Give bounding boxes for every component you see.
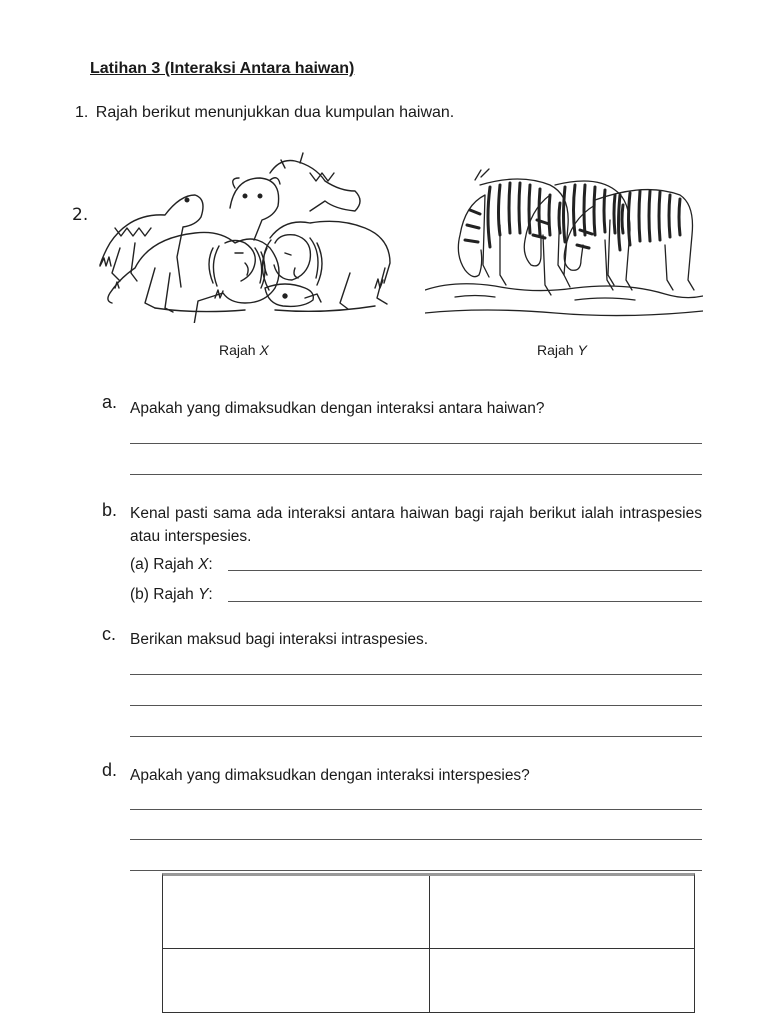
answer-line[interactable]: [130, 674, 702, 675]
part-a-letter: a.: [102, 392, 118, 412]
grid-divider-vertical: [429, 876, 430, 1012]
figure-y-caption-prefix: Rajah: [537, 342, 578, 358]
figure-y-caption: [537, 342, 587, 358]
figure-x-caption: [219, 342, 269, 358]
part-b-sub-b-letter: Y: [198, 586, 209, 603]
part-b-letter: b.: [102, 500, 118, 520]
answer-line[interactable]: [130, 809, 702, 810]
figure-x-caption-prefix: Rajah: [219, 342, 260, 358]
figure-x-caption-letter: X: [259, 342, 269, 358]
answer-line[interactable]: [228, 601, 702, 602]
part-b-sub-a-letter: X: [198, 556, 209, 573]
part-b-sub-a: [130, 556, 213, 574]
question-1-number: 1.: [75, 104, 89, 121]
question-1: [75, 104, 454, 122]
question-2-number: 2.: [72, 205, 89, 225]
answer-line[interactable]: [228, 570, 702, 571]
part-b-sub-a-colon: :: [208, 556, 213, 573]
answer-line[interactable]: [130, 474, 702, 475]
figure-y-caption-letter: Y: [577, 342, 587, 358]
part-c-text: Berikan maksud bagi interaksi intraspesies.: [130, 631, 429, 648]
part-b-sub-b-label: (b) Rajah: [130, 586, 199, 603]
answer-line[interactable]: [130, 736, 702, 737]
worksheet-title: Latihan 3 (Interaksi Antara haiwan): [90, 60, 355, 77]
part-b-text: Kenal pasti sama ada interaksi antara haiwan bagi rajah berikut ialah intraspesies atau interspesies.: [130, 505, 702, 545]
answer-grid: [162, 873, 695, 1013]
answer-line[interactable]: [130, 705, 702, 706]
part-b-sub-a-label: (a) Rajah: [130, 556, 199, 573]
part-d-text: Apakah yang dimaksudkan dengan interaksi interspesies?: [130, 767, 530, 784]
answer-line[interactable]: [130, 443, 702, 444]
lions-and-hyenas-illustration: [95, 148, 400, 323]
part-d-letter: d.: [102, 760, 118, 780]
answer-line[interactable]: [130, 839, 702, 840]
zebras-drinking-illustration: [425, 165, 703, 325]
question-1-text: Rajah berikut menunjukkan dua kumpulan haiwan.: [95, 104, 455, 121]
part-a-text: Apakah yang dimaksudkan dengan interaksi antara haiwan?: [130, 400, 545, 417]
answer-line[interactable]: [130, 870, 702, 871]
part-c-letter: c.: [102, 624, 117, 644]
part-b-sub-b: [130, 586, 213, 604]
grid-divider-horizontal: [163, 948, 694, 949]
part-b-sub-b-colon: :: [208, 586, 213, 603]
